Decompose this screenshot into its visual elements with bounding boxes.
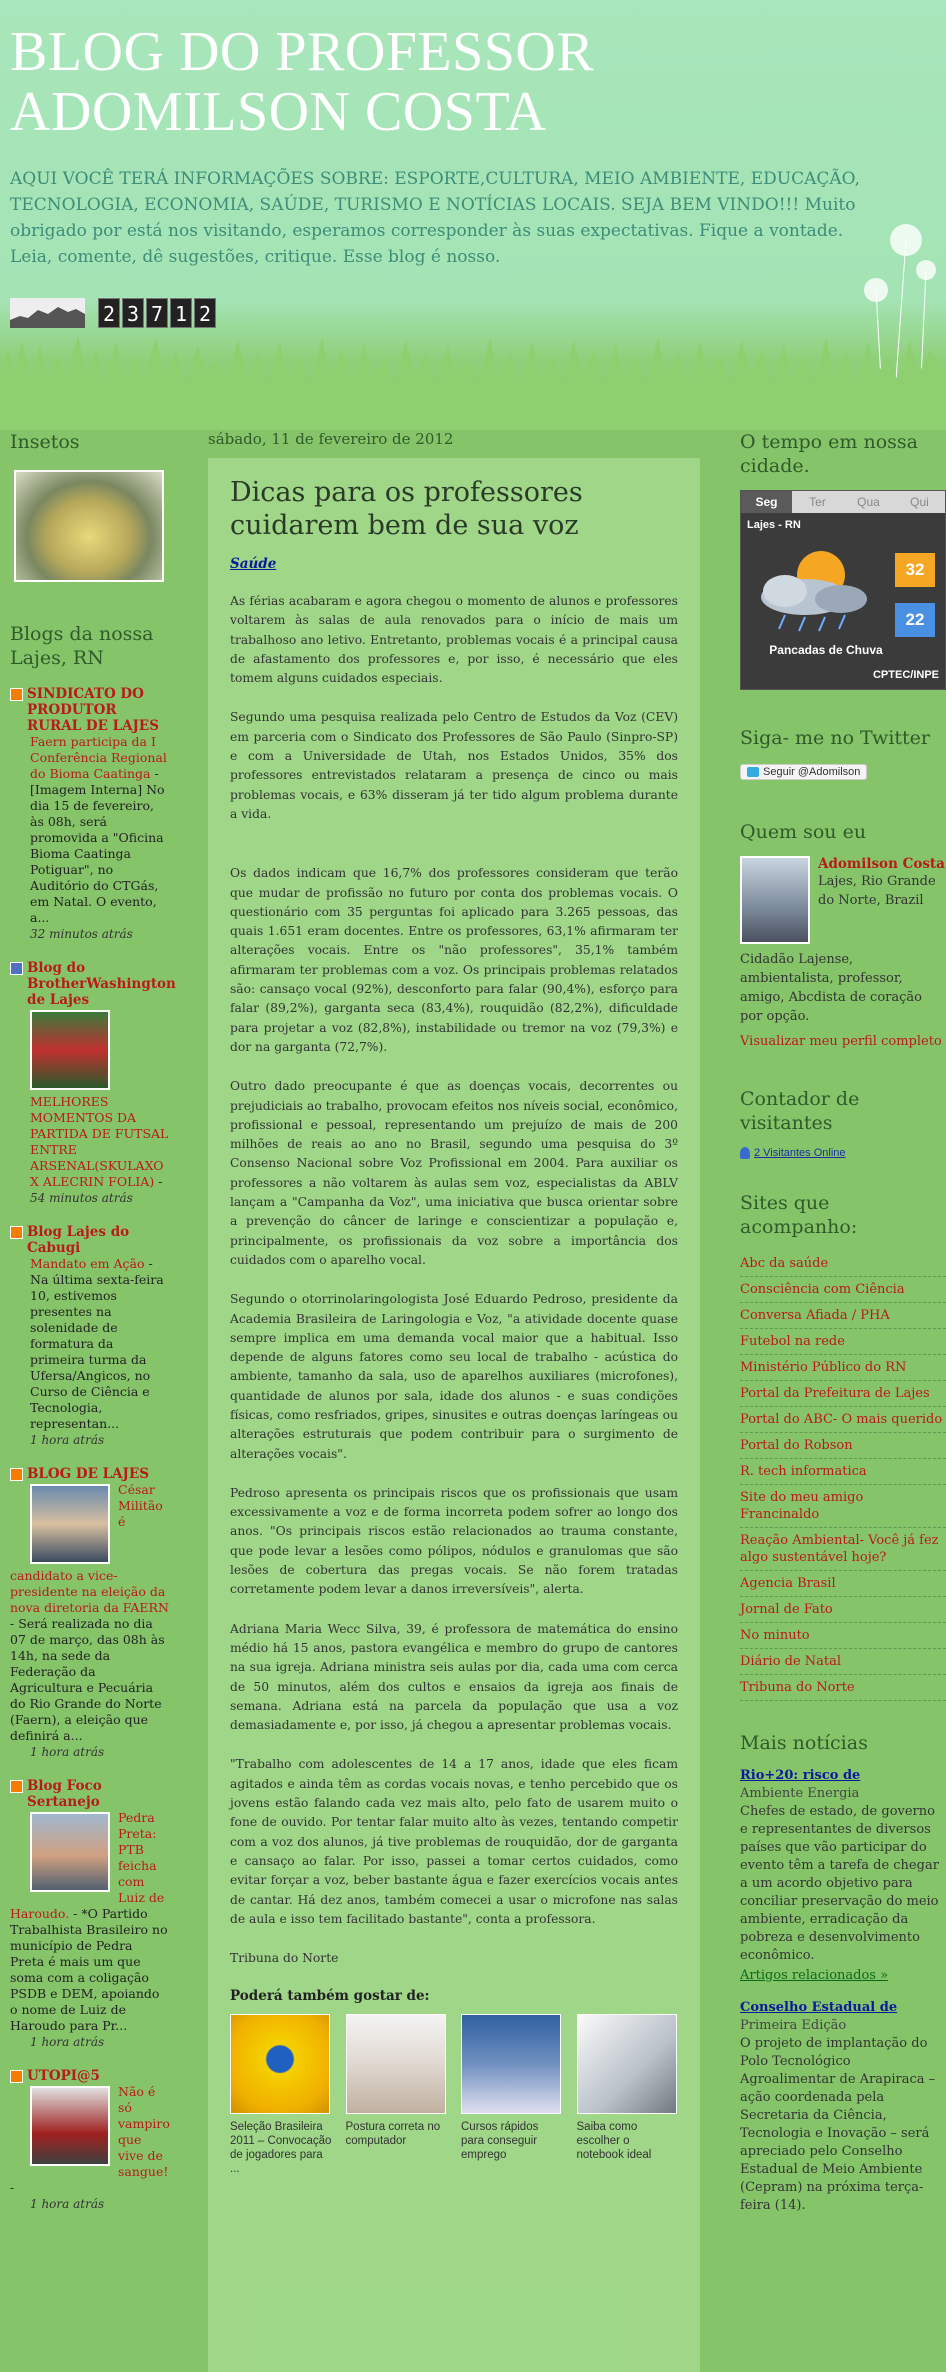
counter-digit: 2 <box>98 298 120 328</box>
counter-digit: 2 <box>194 298 216 328</box>
profile-full-link[interactable]: Visualizar meu perfil completo <box>740 1034 942 1049</box>
blog-title[interactable]: BLOG DO PROFESSOR ADOMILSON COSTA <box>10 21 595 143</box>
site-link[interactable]: Portal do ABC- O mais querido <box>740 1407 946 1433</box>
post-paragraph: Pedroso apresenta os principais riscos que os profissionais que usam excessivamente a voz e de forma incorreta podem sofrer ao longo dos anos. "Os principais riscos estão relacionados ao trauma constante, que pode levar a lesões como pólipos, nódulos e granulomas que são lesões de cobertura das pregas vocais. Se não forem tratadas corretamente podem levar a danos irreversíveis", alerta. <box>230 1485 678 1597</box>
blog-name-link[interactable]: UTOPI@5 <box>27 2068 100 2084</box>
avatar[interactable] <box>740 856 810 944</box>
related-caption[interactable]: Seleção Brasileira 2011 – Convocação de jogadores para ... <box>230 2121 332 2176</box>
profile-name-link[interactable]: Adomilson Costa <box>818 856 945 872</box>
post-time: 32 minutos atrás <box>30 927 133 941</box>
post-thumbnail[interactable] <box>30 1812 110 1892</box>
visitors-title: Contador de visitantes <box>740 1088 860 1134</box>
twitter-follow-label: Seguir @Adomilson <box>763 766 861 778</box>
weather-title: O tempo em nossa cidade. <box>740 431 918 477</box>
about-title: Quem sou eu <box>740 821 867 843</box>
related-post[interactable] <box>230 2014 332 2176</box>
post-title-link[interactable]: MELHORES MOMENTOS DA PARTIDA DE FUTSAL ENTRE ARSENAL(SKULAXO X ALECRIN FOLIA) <box>30 1094 169 1189</box>
related-post[interactable] <box>346 2014 448 2176</box>
post-time: 54 minutos atrás <box>30 1191 133 1205</box>
insetos-title: Insetos <box>10 431 80 453</box>
weather-widget[interactable] <box>740 490 946 690</box>
blog-list-item <box>10 686 170 942</box>
post-title-link[interactable]: Faern participa da I Conferência Regional do Bioma Caatinga <box>30 734 167 781</box>
post-thumbnail[interactable] <box>30 1484 110 1564</box>
weather-tab[interactable]: Qua <box>857 495 880 509</box>
post-paragraph: Os dados indicam que 16,7% dos professores consideram que terão que mudar de profissão no futuro por conta dos problemas vocais. O questionário com 35 perguntas foi aplicado para 3.265 pessoas, das quais 1.651 eram docentes. Entre os professores, 63,1% afirmaram ter alterações vocais. Entre os "não professores", 35,1% também afirmaram ter problemas com a voz. Os principais problemas relatados são: cansaço vocal (92%), desconforto para falar (90,4%), esforço para falar (89,2%), garganta seca (83,4%), rouquidão (82,2%), dificuldade para projetar a voz (82,8%), instabilidade ou tremor na voz (79,3%) e dor na garganta (72,7%). <box>230 866 678 1054</box>
twitter-bird-icon <box>747 767 759 777</box>
post-paragraph: Segundo o otorrinolaringologista José Eduardo Pedroso, presidente da Academia Brasileira de Laringologia e Voz, "a atividade docente quase sempre implica em uma demanda vocal maior que a habitual. Isso depende de alguns fatores como seu local de trabalho - acústica do ambiente, tamanho da sala, uso de aparelhos auxiliares (microfones), quantidade de alunos por sala, idade dos alunos - e suas condições físicas, como resfriados, gripes, sinusites e outras doenças laríngeas ou alterações estruturais que podem contribuir para o surgimento de alterações vocais". <box>230 1292 678 1461</box>
related-posts-title: Poderá também gostar de: <box>230 1988 430 2005</box>
related-thumbnail[interactable] <box>230 2014 330 2114</box>
post-time: 1 hora atrás <box>30 2197 105 2211</box>
blogger-icon <box>10 2070 23 2083</box>
sun-rain-cloud-icon <box>745 535 891 639</box>
site-link[interactable]: Conversa Afiada / PHA <box>740 1303 946 1329</box>
news-source: Primeira Edição <box>740 2018 847 2033</box>
related-thumbnail[interactable] <box>577 2014 677 2114</box>
blogger-icon <box>10 688 23 701</box>
visitors-count: 2 Visitantes Online <box>754 1147 846 1159</box>
weather-source[interactable]: CPTEC/INPE <box>872 669 939 681</box>
weather-tab[interactable]: Ter <box>809 495 826 509</box>
post-title-link[interactable]: Mandato em Ação <box>30 1256 145 1271</box>
related-post[interactable] <box>461 2014 563 2176</box>
news-title: Mais notícias <box>740 1732 868 1754</box>
site-link[interactable]: Tribuna do Norte <box>740 1675 946 1701</box>
blog-list-item <box>10 2068 170 2212</box>
post-source: Tribuna do Norte <box>230 1951 339 1966</box>
related-thumbnail[interactable] <box>346 2014 446 2114</box>
site-link[interactable]: Reação Ambiental- Você já fez algo sustentável hoje? <box>740 1528 946 1571</box>
news-related-link[interactable]: Artigos relacionados » <box>740 1968 889 1983</box>
blogs-title: Blogs da nossa Lajes, RN <box>10 623 154 669</box>
news-title-link[interactable]: Rio+20: risco de <box>740 1768 861 1783</box>
blog-list-item <box>10 1778 170 2050</box>
weather-high: 32 <box>895 553 935 587</box>
related-caption[interactable]: Saiba como escolher o notebook ideal <box>576 2121 652 2162</box>
news-body: Chefes de estado, de governo e representantes de diversos países que vão participar do evento têm a tarefa de chegar a um acordo objetivo para conciliar preservação do meio ambiente, erradicação da pobreza e desenvolvimento econômico. <box>740 1804 939 1963</box>
weather-tab[interactable]: Qui <box>910 495 929 509</box>
blog-name-link[interactable]: BLOG DE LAJES <box>27 1466 149 1482</box>
weather-condition: Pancadas de Chuva <box>769 643 883 657</box>
site-link[interactable]: Jornal de Fato <box>740 1597 946 1623</box>
blog-favicon-icon <box>10 962 23 975</box>
blogger-icon <box>10 1780 23 1793</box>
post-snippet: - <box>154 1174 163 1189</box>
related-caption[interactable]: Cursos rápidos para conseguir emprego <box>461 2121 539 2162</box>
blogger-icon <box>10 1226 23 1239</box>
blog-name-link[interactable]: Blog do BrotherWashington de Lajes <box>27 960 176 1008</box>
weather-tabs <box>741 491 945 513</box>
blog-name-link[interactable]: Blog Foco Sertanejo <box>27 1778 102 1810</box>
post-thumbnail[interactable] <box>30 1010 110 1090</box>
site-link[interactable]: Diário de Natal <box>740 1649 946 1675</box>
post-time: 1 hora atrás <box>30 2035 105 2049</box>
post-paragraph: As férias acabaram e agora chegou o momento de alunos e professores voltarem às salas de aula renovados para o início de mais um trabalhoso ano letivo. Entretanto, problemas vocais é a principal causa de afastamento dos professores e, por isso, é necessário que eles tomem alguns cuidados especiais. <box>230 594 678 686</box>
news-body: O projeto de implantação do Polo Tecnológico Agroalimentar de Arapiraca – ação coordenada pela Secretaria da Ciência, Tecnologia e Inovação – será apreciado pelo Conselho Estadual de Meio Ambiente (Cepram) na próxima terça-feira (14). <box>740 2036 936 2213</box>
site-link[interactable]: R. tech informatica <box>740 1459 946 1485</box>
counter-digit: 7 <box>146 298 168 328</box>
blogger-icon <box>10 1468 23 1481</box>
news-item <box>740 1999 946 2215</box>
news-title-link[interactable]: Conselho Estadual de <box>740 2000 898 2015</box>
related-thumbnail[interactable] <box>461 2014 561 2114</box>
post-date: sábado, 11 de fevereiro de 2012 <box>208 430 454 448</box>
post-paragraph: Adriana Maria Wecc Silva, 39, é professora de matemática do ensino médio há 15 anos, pastora evangélica e membro do grupo de cantores na sua igreja. Adriana ministra seis aulas por dia, cada uma com cerca de 50 minutos, além dos cultos e ensaios da igreja aos finais de semana. Adriana está na parcela da população que usa a voz demasiadamente e, por isso, já chegou a apresentar problemas vocais. <box>230 1621 678 1733</box>
post-paragraph: "Trabalho com adolescentes de 14 a 17 anos, idade que eles ficam agitados e ainda têm as cordas vocais novas, e tenho percebido que os jovens estão falando cada vez mais alto, pelo fato de usarem muito o fone de ouvido. Por tentar falar muito alto às vezes, tentando competir com a voz dos alunos, já tive problemas de rouquidão, dor de garganta e cansaço ao falar. Por isso, passei a tomar certos cuidados, como evitar forçar a voz, beber bastante água e fazer exercícios vocais antes de cantar. Há dez anos, também comecei a usar o microfone nas salas de aula e isso tem facilitado bastante", conta a professora. <box>230 1757 678 1926</box>
post-time: 1 hora atrás <box>30 1433 105 1447</box>
related-posts <box>230 2014 678 2176</box>
site-link[interactable]: Portal do Robson <box>740 1433 946 1459</box>
weather-tab[interactable]: Seg <box>741 491 792 513</box>
post-title[interactable]: Dicas para os professores cuidarem bem de sua voz <box>230 477 583 541</box>
news-item <box>740 1767 946 1985</box>
blog-list-item <box>10 1466 170 1760</box>
right-sidebar <box>740 430 946 2223</box>
grass-decoration-icon <box>0 320 946 430</box>
related-caption[interactable]: Postura correta no computador <box>345 2121 441 2148</box>
news-source: Ambiente Energia <box>740 1786 860 1801</box>
post-paragraph: Segundo uma pesquisa realizada pelo Centro de Estudos da Voz (CEV) em parceria com o Sindicato dos Professores de São Paulo (Sinpro-SP) e com a Universidade de Utah, nos Estados Unidos, 35% dos professores entrevistados relataram a presença de cinco ou mais problemas vocais, e 63% disseram já ter tido algum problema durante a vida. <box>230 710 678 821</box>
site-link[interactable]: Consciência com Ciência <box>740 1277 946 1303</box>
post-time: 1 hora atrás <box>30 1745 105 1759</box>
twitter-title: Siga- me no Twitter <box>740 727 930 749</box>
twitter-follow-button[interactable] <box>740 764 867 780</box>
post-title-link[interactable]: César Militão é candidato a vice-presidente na eleição da nova diretoria da FAERN <box>10 1482 169 1615</box>
site-link[interactable]: Ministério Público do RN <box>740 1355 946 1381</box>
post-snippet: - [Imagem Interna] No dia 15 de fevereiro, às 08h, será promovida a "Oficina Bioma Caatinga Potiguar", no Auditório do CTGás, em Natal. O evento, a... <box>30 766 165 925</box>
left-sidebar <box>10 430 176 2230</box>
site-link[interactable]: Agencia Brasil <box>740 1571 946 1597</box>
profile-about: Cidadão Lajense, ambientalista, professor, amigo, Abcdista de coração por opção. <box>740 952 922 1024</box>
site-link[interactable]: Abc da saúde <box>740 1251 946 1277</box>
weather-low: 22 <box>895 603 935 637</box>
counter-digit: 3 <box>122 298 144 328</box>
blog-name-link[interactable]: SINDICATO DO PRODUTOR RURAL DE LAJES <box>27 686 159 734</box>
site-link[interactable]: Portal da Prefeitura de Lajes <box>740 1381 946 1407</box>
post-paragraph: Outro dado preocupante é que as doenças vocais, decorrentes ou prejudiciais ao trabalho, provocam efeitos nos níveis social, econômico, profissional e pessoal, representando um prejuízo de mais de 200 milhões de reais ao ano no Brasil, segundo uma pesquisa do 3º Consenso Nacional sobre Voz Profissional em 2004. Para auxiliar os professores a não voltarem às aulas sem voz, especialistas da ABLV lançam a "Campanha da Voz", uma iniciativa que busca orientar sobre a prevenção do câncer de laringe e conscientizar a população e, principalmente, os profissionais da voz sobre a importância dos cuidados com o aparelho vocal. <box>230 1079 678 1267</box>
site-link[interactable]: Futebol na rede <box>740 1329 946 1355</box>
post-thumbnail[interactable] <box>30 2086 110 2166</box>
site-link[interactable]: No minuto <box>740 1623 946 1649</box>
blog-list-item <box>10 1224 170 1448</box>
sites-list <box>740 1251 946 1701</box>
post-body <box>208 458 700 2372</box>
visitors-online-link[interactable] <box>740 1147 946 1159</box>
post-label-link[interactable]: Saúde <box>230 556 277 572</box>
post-snippet: - <box>10 2180 15 2195</box>
profile <box>740 856 946 944</box>
site-link[interactable]: Site do meu amigo Francinaldo <box>740 1485 946 1528</box>
post-snippet: - *O Partido Trabalhista Brasileiro no município de Pedra Preta é mais um que soma com a coligação PSDB e DEM, apoiando o nome de Luiz de Haroudo para Pr... <box>10 1906 168 2033</box>
blog-header <box>0 0 946 430</box>
post-title-link[interactable]: Não é só vampiro que vive de sangue! <box>118 2084 170 2179</box>
sites-title: Sites que acompanho: <box>740 1192 858 1238</box>
blog-list-item <box>10 960 176 1206</box>
visitors-icon <box>740 1147 750 1159</box>
insect-image[interactable] <box>14 470 164 582</box>
post-snippet: - Será realizada no dia 07 de março, das 08h às 14h, na sede da Federação da Agricultura e Pecuária do Rio Grande do Norte (Faern), a eleição que definirá a... <box>10 1616 165 1743</box>
post-snippet: - Na última sexta-feira 10, estivemos presentes na solenidade de formatura da primeira turma da Ufersa/Angicos, no Curso de Ciência e Tecnologia, representan... <box>30 1256 164 1431</box>
blog-name-link[interactable]: Blog Lajes do Cabugi <box>27 1224 130 1256</box>
post-title-link[interactable]: Pedra Preta: PTB feicha com Luiz de Haroudo. <box>10 1810 165 1921</box>
profile-location: Lajes, Rio Grande do Norte, Brazil <box>818 874 936 908</box>
related-post[interactable] <box>577 2014 679 2176</box>
weather-city: Lajes - RN <box>747 519 801 531</box>
blog-description: AQUI VOCÊ TERÁ INFORMAÇÕES SOBRE: ESPORTE,CULTURA, MEIO AMBIENTE, EDUCAÇÃO, TECNOLOGIA, ECONOMIA, SAÚDE, TURISMO E NOTÍCIAS LOCAIS. SEJA BEM VINDO!!! Muito obrigado por está nos visitando, esperamos corresponder às suas expectativas. Fique a vontade. Leia, comente, dê sugestões, critique. Esse blog é nosso. <box>10 169 861 267</box>
counter-digit: 1 <box>170 298 192 328</box>
